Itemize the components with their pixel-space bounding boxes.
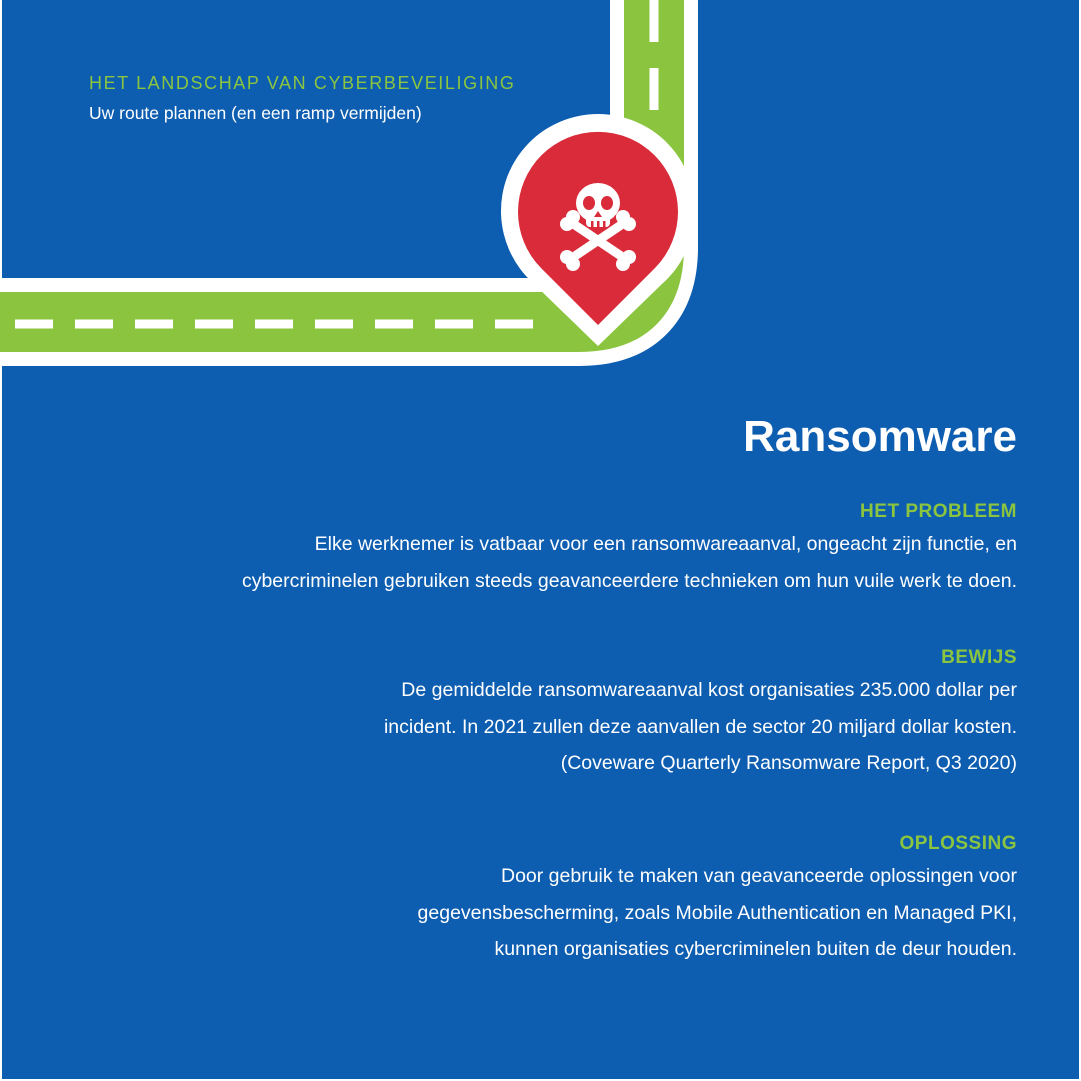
section-heading: HET PROBLEEM bbox=[860, 501, 1017, 522]
body-line: De gemiddelde ransomwareaanval kost organisaties 235.000 dollar per bbox=[401, 679, 1017, 701]
body-line: cybercriminelen gebruiken steeds geavanceerdere technieken om hun vuile werk te doen. bbox=[241, 569, 1017, 592]
section-body bbox=[242, 526, 1017, 599]
series-subtitle: Uw route plannen (en een ramp vermijden) bbox=[89, 103, 422, 123]
section-problem bbox=[242, 498, 1017, 599]
section-body bbox=[418, 858, 1017, 968]
page-title: Ransomware bbox=[743, 412, 1017, 461]
section-heading: OPLOSSING bbox=[899, 833, 1017, 854]
body-line: (Coveware Quarterly Ransomware Report, Q3 2020) bbox=[560, 752, 1017, 774]
body-line: gegevensbescherming, zoals Mobile Authentication en Managed PKI, bbox=[417, 901, 1017, 924]
section-heading: BEWIJS bbox=[941, 647, 1017, 668]
section-evidence bbox=[384, 644, 1017, 782]
body-line: Elke werknemer is vatbaar voor een ransomwareaanval, ongeacht zijn functie, en bbox=[314, 533, 1017, 555]
body-line: kunnen organisaties cybercriminelen buiten de deur houden. bbox=[494, 938, 1017, 960]
section-body bbox=[384, 672, 1017, 782]
section-solution bbox=[418, 830, 1017, 968]
body-line: incident. In 2021 zullen deze aanvallen de sector 20 miljard dollar kosten. bbox=[383, 715, 1017, 738]
body-line: Door gebruik te maken van geavanceerde oplossingen voor bbox=[501, 865, 1017, 887]
series-kicker: HET LANDSCHAP VAN CYBERBEVEILIGING bbox=[89, 73, 516, 93]
